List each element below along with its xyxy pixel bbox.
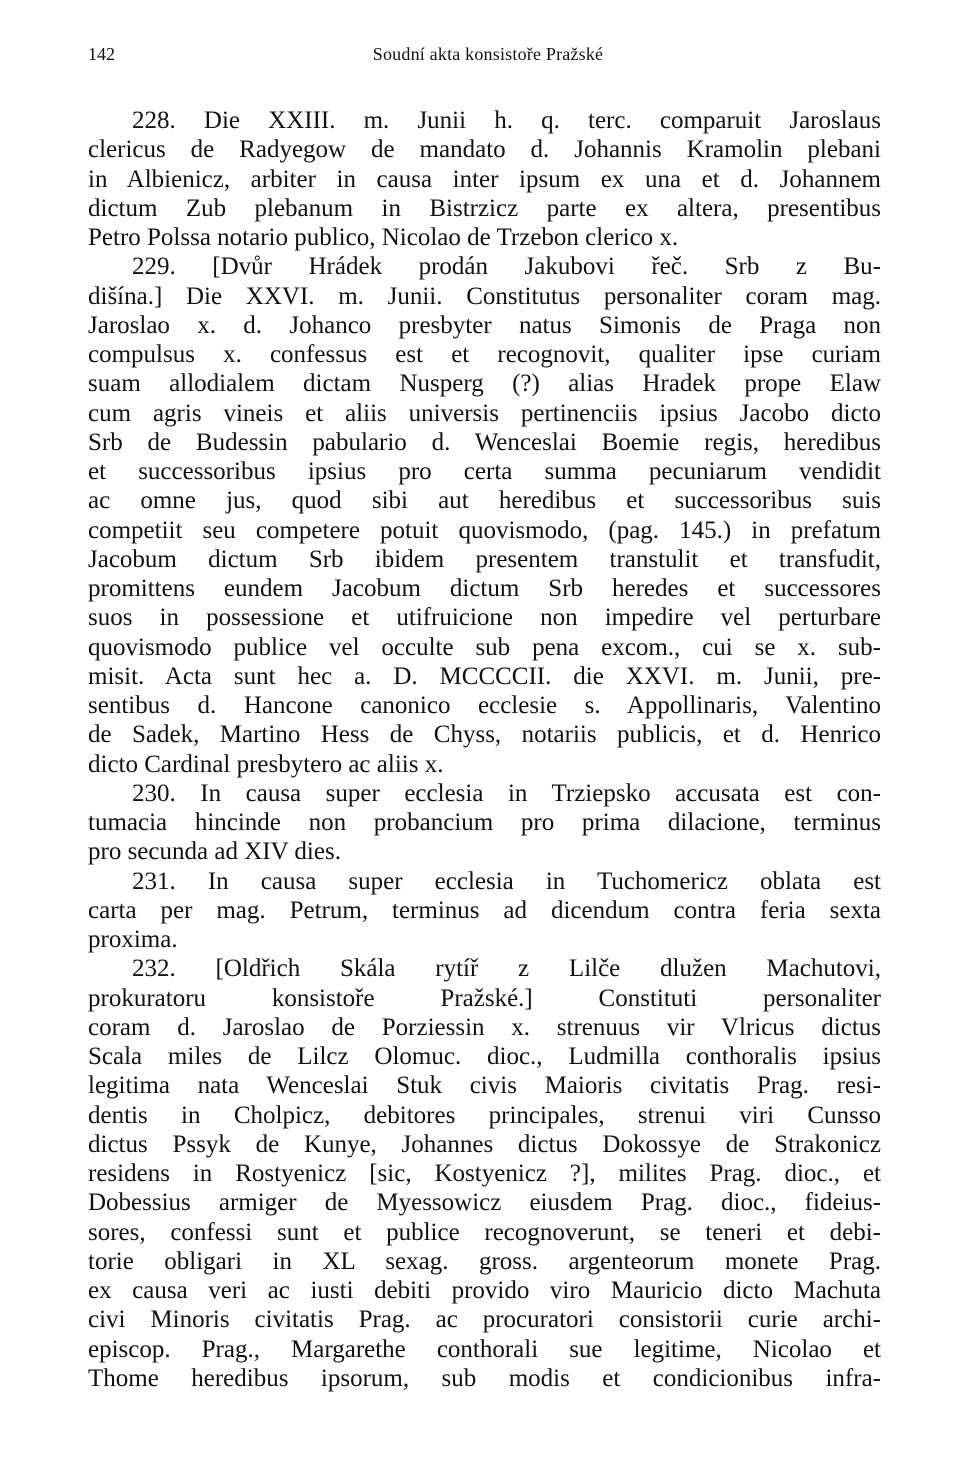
text-line: 229. [Dvůr Hrádek prodán Jakubovi řeč. Srb z Bu- xyxy=(132,253,881,281)
text-line: residens in Rostyenicz [sic, Kostyenicz ?], milites Prag. dioc., et xyxy=(88,1160,881,1187)
text-line: dicto Cardinal presbytero ac aliis x. xyxy=(88,750,444,778)
text-line: Scala miles de Lilcz Olomuc. dioc., Ludmilla conthoralis ipsius xyxy=(88,1043,881,1070)
text-line: Jacobum dictum Srb ibidem presentem transtulit et transfudit, xyxy=(88,545,881,573)
text-line: pro secunda ad XIV dies. xyxy=(88,838,341,866)
page-number: 142 xyxy=(88,44,115,64)
text-line: clericus de Radyegow de mandato d. Johannis Kramolin plebani xyxy=(88,136,881,164)
running-title: Soudní akta konsistoře Pražské xyxy=(372,44,604,64)
text-line: suam allodialem dictam Nusperg (?) alias Hradek prope Elaw xyxy=(88,370,881,398)
text-line: competiit seu competere potuit quovismodo, (pag. 145.) in prefatum xyxy=(88,516,881,544)
text-line: Srb de Budessin pabulario d. Wenceslai Boemie regis, heredibus xyxy=(88,428,881,456)
text-line: sentibus d. Hancone canonico ecclesie s. Appollinaris, Valentino xyxy=(88,692,881,719)
text-line: dictus Pssyk de Kunye, Johannes dictus Dokossye de Strakonicz xyxy=(88,1130,881,1158)
text-line: quovismodo publice vel occulte sub pena excom., cui se x. sub- xyxy=(88,633,881,661)
text-line: in Albienicz, arbiter in causa inter ipsum ex una et d. Johannem xyxy=(88,165,881,193)
text-body xyxy=(88,106,881,1393)
text-line: 230. In causa super ecclesia in Trziepsko accusata est con- xyxy=(132,779,881,807)
text-line: dictum Zub plebanum in Bistrzicz parte ex altera, presentibus xyxy=(88,194,881,222)
text-line: civi Minoris civitatis Prag. ac procuratori consistorii curie archi- xyxy=(88,1306,881,1334)
text-line: episcop. Prag., Margarethe conthorali sue legitime, Nicolao et xyxy=(88,1335,881,1363)
text-line: legitima nata Wenceslai Stuk civis Maioris civitatis Prag. resi- xyxy=(88,1072,881,1100)
text-line: promittens eundem Jacobum dictum Srb heredes et successores xyxy=(88,575,881,602)
running-head xyxy=(88,44,888,72)
text-line: tumacia hincinde non probancium pro prima dilacione, terminus xyxy=(88,809,881,836)
text-line: dišína.] Die XXVI. m. Junii. Constitutus personaliter coram mag. xyxy=(88,282,881,310)
text-line: Thome heredibus ipsorum, sub modis et condicionibus infra- xyxy=(88,1364,881,1392)
text-line: dentis in Cholpicz, debitores principales, strenui viri Cunsso xyxy=(88,1101,881,1129)
text-line: 228. Die XXIII. m. Junii h. q. terc. comparuit Jaroslaus xyxy=(132,107,881,134)
text-line: et successoribus ipsius pro certa summa pecuniarum vendidit xyxy=(88,458,881,485)
text-line: ex causa veri ac iusti debiti provido viro Mauricio dicto Machuta xyxy=(88,1277,881,1304)
text-line: proxima. xyxy=(88,926,178,953)
text-line: ac omne jus, quod sibi aut heredibus et successoribus suis xyxy=(88,487,881,515)
text-line: torie obligari in XL sexag. gross. argenteorum monete Prag. xyxy=(88,1247,881,1275)
text-line: prokuratoru konsistoře Pražské.] Constituti personaliter xyxy=(88,984,881,1012)
text-line: sores, confessi sunt et publice recognoverunt, se teneri et debi- xyxy=(88,1218,881,1246)
text-line: misit. Acta sunt hec a. D. MCCCCII. die XXVI. m. Junii, pre- xyxy=(88,662,881,690)
text-line: Dobessius armiger de Myessowicz eiusdem Prag. dioc., fideius- xyxy=(88,1189,881,1217)
text-line: suos in possessione et utifruicione non impedire vel perturbare xyxy=(88,604,881,632)
text-line: coram d. Jaroslao de Porziessin x. strenuus vir Vlricus dictus xyxy=(88,1013,881,1041)
text-line: Petro Polssa notario publico, Nicolao de Trzebon clerico x. xyxy=(88,224,679,251)
text-line: Jaroslao x. d. Johanco presbyter natus Simonis de Praga non xyxy=(88,311,881,339)
text-line: de Sadek, Martino Hess de Chyss, notariis publicis, et d. Henrico xyxy=(88,721,881,749)
text-line: cum agris vineis et aliis universis pertinenciis ipsius Jacobo dicto xyxy=(88,399,881,427)
text-line: 231. In causa super ecclesia in Tuchomericz oblata est xyxy=(132,867,881,895)
text-line: compulsus x. confessus est et recognovit, qualiter ipse curiam xyxy=(88,341,881,368)
text-line: carta per mag. Petrum, terminus ad dicendum contra feria sexta xyxy=(88,896,881,924)
text-line: 232. [Oldřich Skála rytíř z Lilče dlužen Machutovi, xyxy=(132,955,881,983)
